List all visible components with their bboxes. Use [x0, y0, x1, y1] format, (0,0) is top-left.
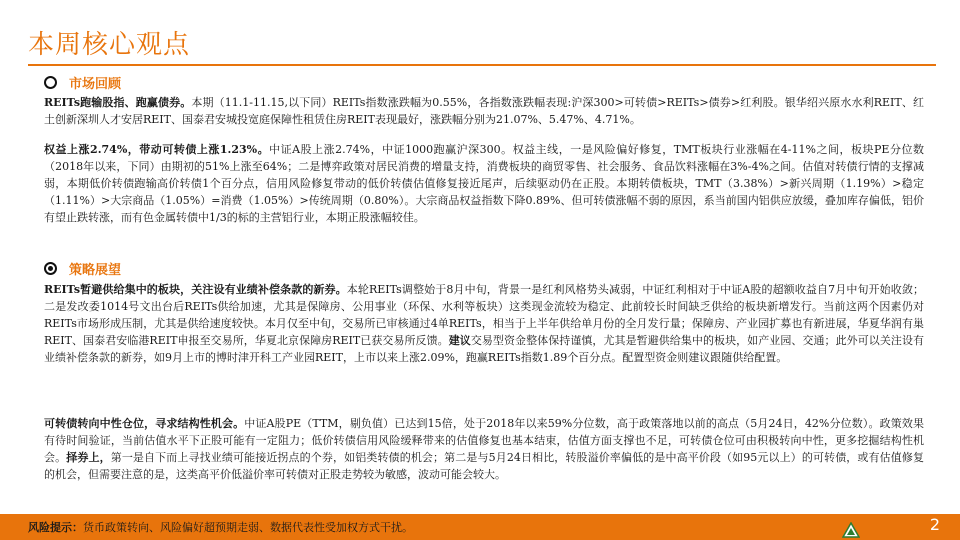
strategy-paragraph-2 — [44, 415, 924, 483]
section-header-market-review — [44, 72, 121, 92]
circle-dot-icon — [44, 262, 57, 275]
section-title-market-review: 市场回顾 — [69, 76, 122, 92]
market-review-p1-lead: REITs跑输股指、跑赢债券。 — [44, 96, 192, 109]
market-review-p2-lead: 权益上涨2.74%，带动可转债上涨1.23%。 — [44, 143, 270, 156]
title-divider — [28, 64, 936, 66]
strategy-p2-body-b: 第一是自下而上寻找业绩可能接近拐点的个券，如铝类转债的机会；第二是与5月24日相比，转股溢价率偏低的是中高平价段（如95元以上）的可转债，或有估值修复的机会，但需要注意的是，这类高平价低溢价率可转债对正股走势较为敏感，波动可能会较大。 — [44, 451, 924, 481]
risk-text: 货币政策转向、风险偏好超预期走弱、数据代表性受加权方式干扰。 — [83, 521, 413, 534]
triangle-logo-icon — [842, 522, 860, 538]
risk-disclaimer — [28, 519, 413, 535]
section-header-strategy — [44, 258, 121, 278]
strategy-p1-body-a: 本轮REITs调整始于8月中旬，背景一是红利风格势头减弱，中证红利相对于中证A股的超额收益自7月中旬开始收敛；二是发改委1014号文出台后REITs供给加速，尤其是保障房、公用事业（环保、水利等板块）这类现金流较为稳定、此前较长时间缺乏供给的板块新增发行。当前这两个因素仍对REITs市场形成压制，尤其是供给速度较快。本月仅至中旬，交易所已审核通过4单REITs，相当于上半年供给单月份的全月发行量；保障房、产业园扩募也有新进展，华夏华润有巢REIT、国泰君安临港REIT申报至交易所，华夏北京保障房REIT已获交易所反馈。 — [44, 283, 924, 347]
risk-label: 风险提示： — [28, 521, 83, 534]
strategy-p1-lead-2: 建议 — [448, 334, 471, 347]
strategy-p1-lead: REITs暂避供给集中的板块，关注设有业绩补偿条款的新券。 — [44, 283, 347, 296]
page-number: 2 — [929, 515, 940, 534]
section-title-strategy: 策略展望 — [69, 262, 122, 278]
strategy-p2-lead-2: 择券上， — [66, 451, 111, 464]
strategy-p1-body-b: 交易型资金整体保持谨慎，尤其是暂避供给集中的板块，如产业园、交通；此外可以关注设有业绩补偿条款的新券，如9月上市的博时津开科工产业园REIT，上市以来上涨2.09%，跑赢REITs指数1.89个百分点。配置型资金则建议跟随供给配置。 — [44, 334, 924, 364]
market-review-p1-body: 本期（11.1-11.15,以下同）REITs指数涨跌幅为0.55%，各指数涨跌幅表现:沪深300>可转债>REITs>债券>红利股。银华绍兴原水水利REIT、红土创新深圳人才安居REIT、国泰君安城投宽庭保障性租赁住房REIT表现最好，涨跌幅分别为21.07%、5.47%、4.71%。 — [44, 96, 924, 126]
market-review-paragraph-2 — [44, 141, 924, 226]
page-title: 本周核心观点 — [28, 30, 191, 60]
market-review-paragraph-1 — [44, 94, 924, 128]
strategy-paragraph-1 — [44, 281, 924, 366]
market-review-p2-body: 中证A股上涨2.74%，中证1000跑赢沪深300。权益主线，一是风险偏好修复，TMT板块行业涨幅在4-11%之间，板块PE分位数（2018年以来，下同）由期初的51%上涨至64%；二是博弈政策对居民消费的增量支持，消费板块的商贸零售、社会服务、食品饮料涨幅在3%-4%之间。估值对转债行情的支撑减弱，本期低价转债跑输高价转债1个百分点，信用风险修复带动的低价转债估值修复接近尾声，后续驱动仍在正股。本期转债板块，TMT（3.38%）>新兴周期（1.19%）>稳定（1.11%）>大宗商品（1.05%）=消费（1.05%）>传统周期（0.80%）。大宗商品权益指数下降0.89%、但可转债涨幅不弱的原因，系当前国内铝供应放缓，叠加库存偏低，铝价有望止跌转涨，而有色金属转债中1/3的标的主营铝行业，本期正股涨幅较佳。 — [44, 143, 924, 224]
strategy-p2-lead: 可转债转向中性仓位，寻求结构性机会。 — [44, 417, 245, 430]
circle-outline-icon — [44, 76, 57, 89]
strategy-p2-body-a: 中证A股PE（TTM，剔负值）已达到15倍，处于2018年以来59%分位数，高于政策落地以前的高点（5月24日，42%分位数）。政策效果有待时间验证，当前估值水平下正股可能有一定阻力；低价转债信用风险缓释带来的估值修复也基本结束，估值方面支撑也不足，可转债仓位可由积极转向中性，更多挖掘结构性机会。 — [44, 417, 924, 464]
